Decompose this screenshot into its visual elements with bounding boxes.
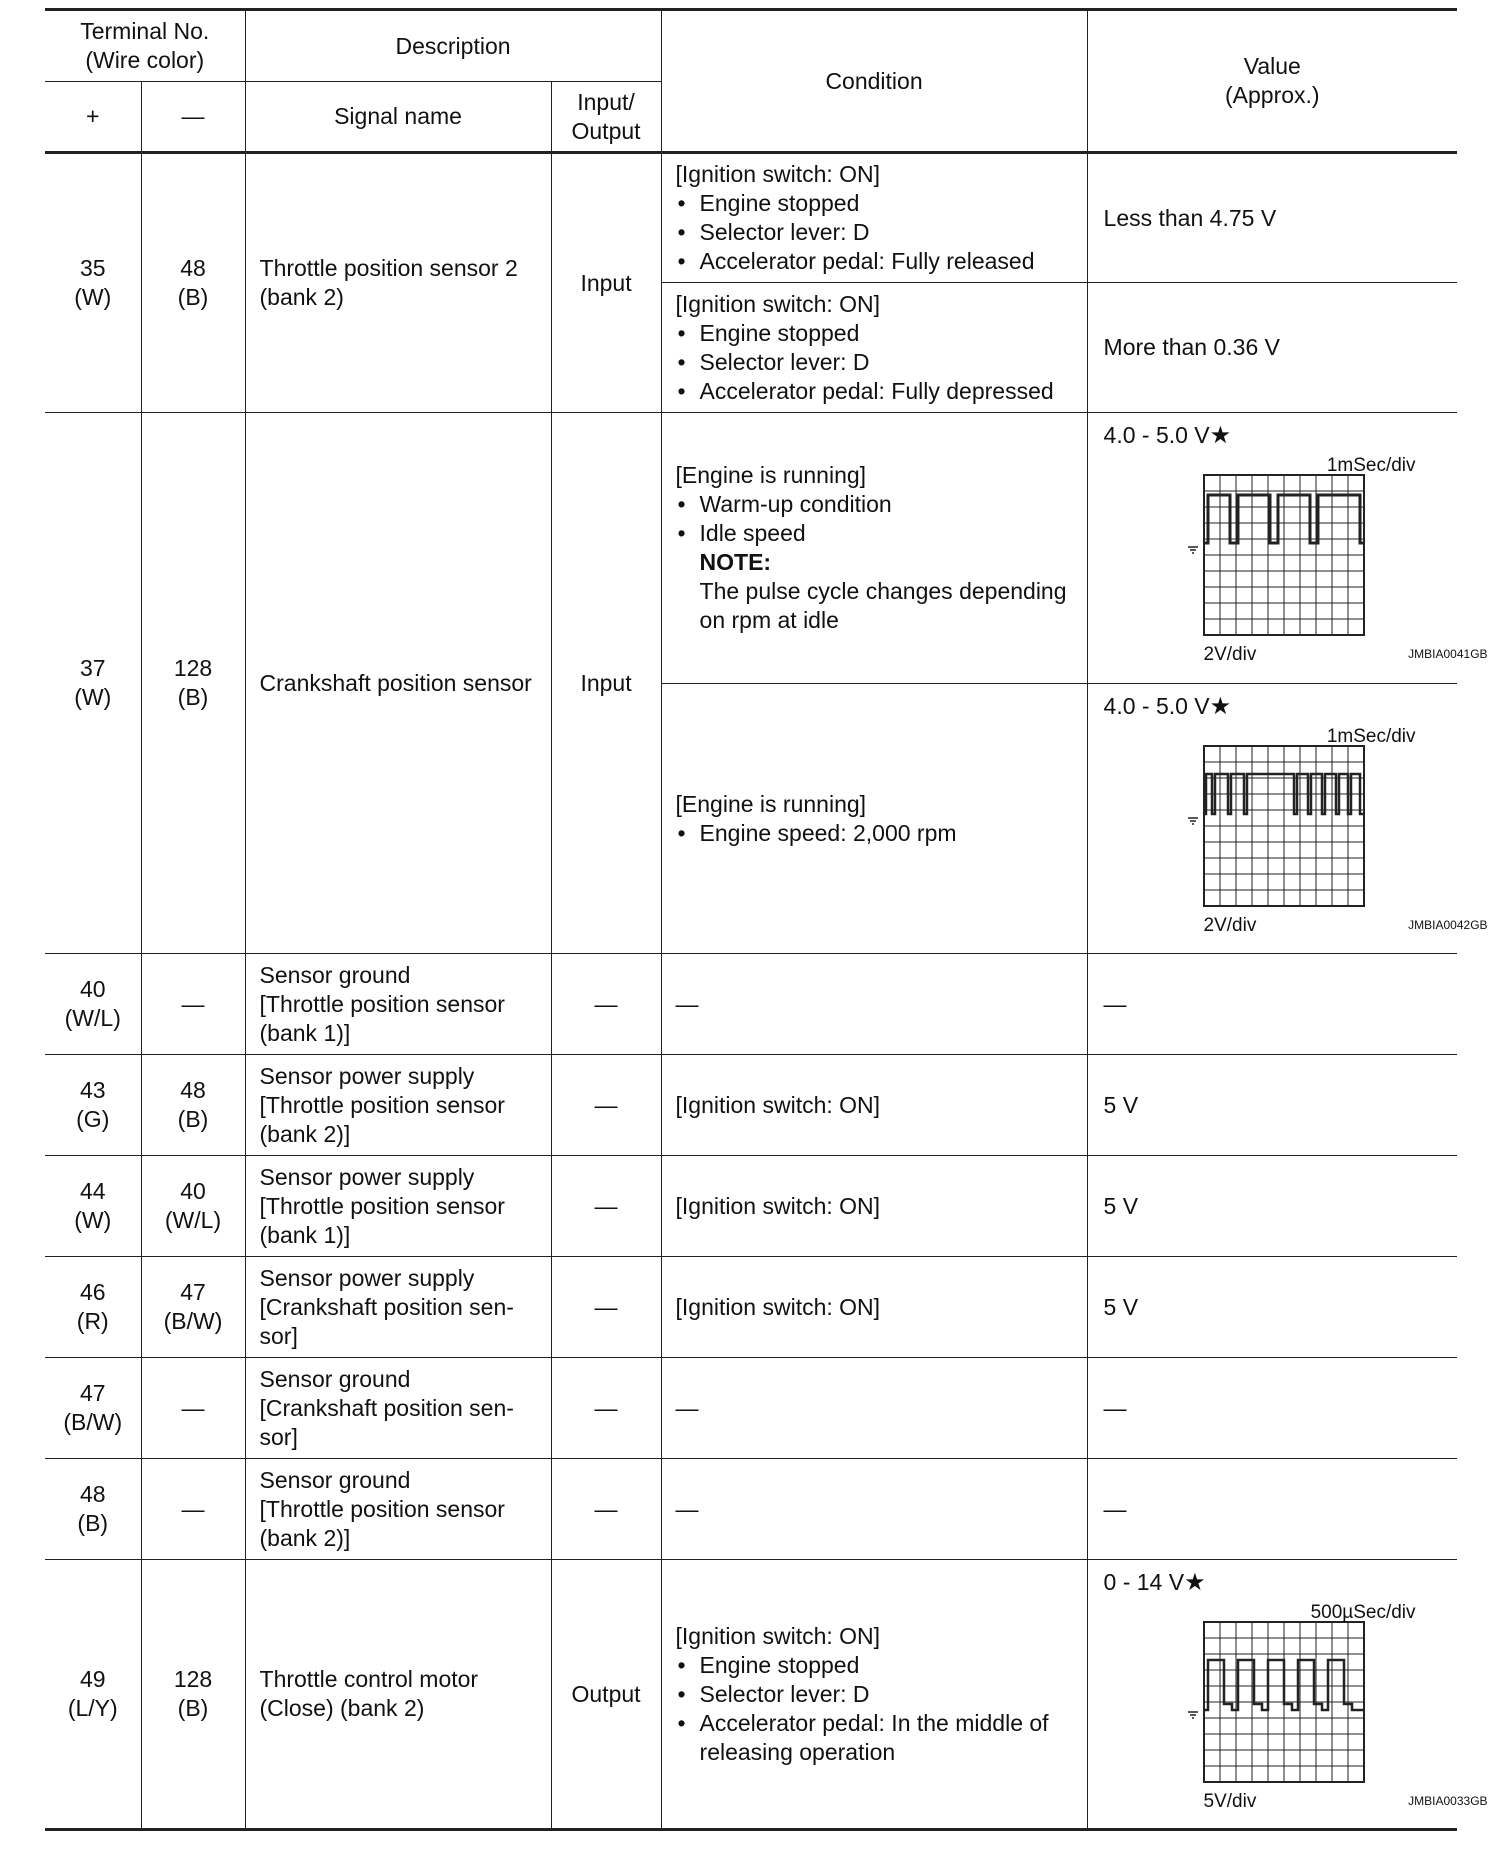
voltage-scale: 2V/div xyxy=(1203,644,1257,665)
condition xyxy=(661,283,1087,413)
header-description: Description xyxy=(245,10,661,82)
condition-item: • Selector lever: D xyxy=(676,348,1077,377)
figure-code: JMBIA0033GB xyxy=(1408,1794,1488,1808)
terminal-plus: 44 (W) xyxy=(45,1156,141,1257)
signal-name: Throttle position sensor 2 (bank 2) xyxy=(245,153,551,413)
condition-item: • Engine stopped xyxy=(676,319,1077,348)
terminal-minus: 47 (B/W) xyxy=(141,1257,245,1358)
condition xyxy=(661,684,1087,954)
signal-name: Throttle control motor (Close) (bank 2) xyxy=(245,1560,551,1830)
io-type: — xyxy=(551,1358,661,1459)
condition-head: [Ignition switch: ON] xyxy=(675,1622,881,1649)
condition-item: • Selector lever: D xyxy=(676,1680,1077,1709)
header-io: Input/ Output xyxy=(551,82,661,153)
signal-name: Sensor ground [Throttle position sensor (bank 1)] xyxy=(245,954,551,1055)
signal-name: Sensor ground [Crankshaft position sen- sor] xyxy=(245,1358,551,1459)
waveform-cell xyxy=(1087,684,1488,954)
voltage-scale: 2V/div xyxy=(1203,915,1257,936)
condition-item: • Engine stopped xyxy=(676,1651,1077,1680)
oscilloscope-waveform xyxy=(1148,451,1488,669)
waveform-cell xyxy=(1087,1560,1488,1830)
time-scale: 1mSec/div xyxy=(1326,455,1416,476)
terminal-minus: 40 (W/L) xyxy=(141,1156,245,1257)
io-type: Input xyxy=(551,153,661,413)
signal-name: Sensor ground [Throttle position sensor (bank 2)] xyxy=(245,1459,551,1560)
waveform-cell xyxy=(1087,413,1488,684)
value-label: 0 - 14 V★ xyxy=(1103,1569,1206,1596)
condition xyxy=(661,1560,1087,1830)
terminal-minus: — xyxy=(141,954,245,1055)
io-type: — xyxy=(551,1156,661,1257)
condition: — xyxy=(661,1358,1087,1459)
value: — xyxy=(1087,1459,1457,1560)
condition-head: [Ignition switch: ON] xyxy=(675,161,881,187)
signal-name: Sensor power supply [Throttle position sensor (bank 1)] xyxy=(245,1156,551,1257)
terminal-minus: 128 (B) xyxy=(141,1560,245,1830)
header-value: Value (Approx.) xyxy=(1087,10,1457,153)
value: — xyxy=(1087,954,1457,1055)
condition-item: • Idle speed xyxy=(676,519,1077,548)
terminal-plus: 37 (W) xyxy=(45,413,141,954)
condition: [Ignition switch: ON] xyxy=(661,1156,1087,1257)
note-text: The pulse cycle changes depending on rpm at idle xyxy=(699,578,1067,633)
voltage-scale: 5V/div xyxy=(1203,1791,1257,1812)
star-icon: ★ xyxy=(1209,693,1232,720)
star-icon: ★ xyxy=(1184,1569,1206,1596)
terminal-plus: 35 (W) xyxy=(45,153,141,413)
header-minus: — xyxy=(141,82,245,153)
header-signal-name: Signal name xyxy=(245,82,551,153)
value-label: 4.0 - 5.0 V★ xyxy=(1103,422,1232,449)
signal-name: Crankshaft position sensor xyxy=(245,413,551,954)
io-type: — xyxy=(551,954,661,1055)
io-type: Output xyxy=(551,1560,661,1830)
value: 5 V xyxy=(1087,1257,1457,1358)
io-type: — xyxy=(551,1055,661,1156)
condition-item: • Selector lever: D xyxy=(676,218,1077,247)
value: — xyxy=(1087,1358,1457,1459)
figure-code: JMBIA0041GB xyxy=(1408,647,1488,661)
terminal-plus: 47 (B/W) xyxy=(45,1358,141,1459)
terminal-plus: 48 (B) xyxy=(45,1459,141,1560)
condition: [Ignition switch: ON] xyxy=(661,1055,1087,1156)
condition-item: • Warm-up condition xyxy=(676,490,1077,519)
terminal-plus: 40 (W/L) xyxy=(45,954,141,1055)
value: Less than 4.75 V xyxy=(1087,153,1457,283)
oscilloscope-waveform xyxy=(1148,722,1488,940)
condition: — xyxy=(661,954,1087,1055)
terminal-minus: — xyxy=(141,1459,245,1560)
waveform-graph xyxy=(1148,722,1428,940)
condition-item: • Engine speed: 2,000 rpm xyxy=(676,819,1077,848)
terminal-plus: 49 (L/Y) xyxy=(45,1560,141,1830)
condition: [Ignition switch: ON] xyxy=(661,1257,1087,1358)
star-icon: ★ xyxy=(1209,422,1232,449)
time-scale: 500µSec/div xyxy=(1310,1602,1416,1623)
condition-item: • Engine stopped xyxy=(676,189,1077,218)
figure-code: JMBIA0042GB xyxy=(1408,918,1488,932)
condition-item: • Accelerator pedal: Fully depressed xyxy=(676,377,1077,406)
value: More than 0.36 V xyxy=(1087,283,1457,413)
header-terminal: Terminal No. (Wire color) xyxy=(45,10,245,82)
terminal-minus: 128 (B) xyxy=(141,413,245,954)
io-type: — xyxy=(551,1459,661,1560)
terminal-plus: 43 (G) xyxy=(45,1055,141,1156)
value-label: 4.0 - 5.0 V★ xyxy=(1103,693,1232,720)
value: 5 V xyxy=(1087,1156,1457,1257)
terminal-minus: 48 (B) xyxy=(141,1055,245,1156)
io-type: — xyxy=(551,1257,661,1358)
condition-head: [Engine is running] xyxy=(675,790,867,817)
terminal-table xyxy=(45,8,1488,1831)
value: 5 V xyxy=(1087,1055,1457,1156)
waveform-graph xyxy=(1148,1598,1428,1816)
condition xyxy=(661,153,1087,283)
oscilloscope-waveform xyxy=(1148,1598,1488,1816)
terminal-plus: 46 (R) xyxy=(45,1257,141,1358)
note-label: NOTE: xyxy=(699,549,772,575)
io-type: Input xyxy=(551,413,661,954)
condition xyxy=(661,413,1087,684)
terminal-minus: 48 (B) xyxy=(141,153,245,413)
terminal-minus: — xyxy=(141,1358,245,1459)
condition-item: • Accelerator pedal: Fully released xyxy=(676,247,1077,276)
condition-head: [Ignition switch: ON] xyxy=(675,290,881,317)
condition-head: [Engine is running] xyxy=(675,462,867,488)
condition: — xyxy=(661,1459,1087,1560)
signal-name: Sensor power supply [Throttle position sensor (bank 2)] xyxy=(245,1055,551,1156)
condition-item: • Accelerator pedal: In the middle of releasing operation xyxy=(676,1709,1077,1767)
signal-name: Sensor power supply [Crankshaft position sen- sor] xyxy=(245,1257,551,1358)
header-plus: + xyxy=(45,82,141,153)
waveform-graph xyxy=(1148,451,1428,669)
header-condition: Condition xyxy=(661,10,1087,153)
time-scale: 1mSec/div xyxy=(1326,726,1416,747)
